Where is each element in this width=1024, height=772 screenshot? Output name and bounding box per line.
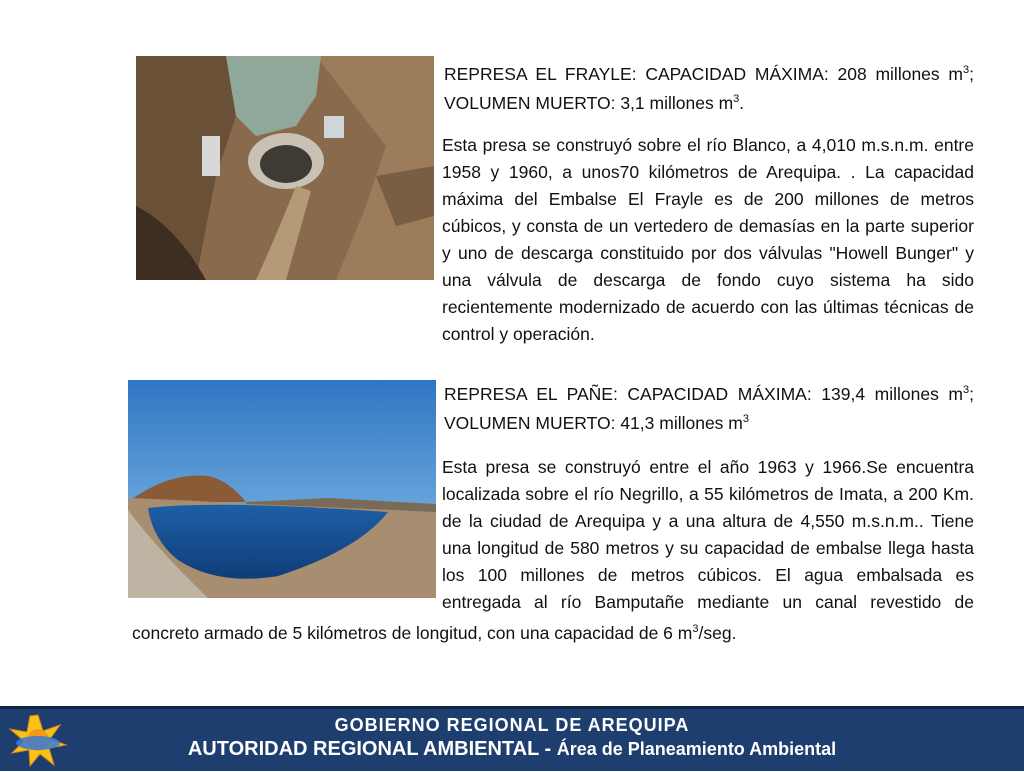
- footer-line2: AUTORIDAD REGIONAL AMBIENTAL - Área de Planeamiento Ambiental: [187, 738, 837, 760]
- el-frayle-heading: REPRESA EL FRAYLE: CAPACIDAD MÁXIMA: 208 millones $m^3$; VOLUMEN MUERTO: 3,1 millones $m^3$.: [444, 63, 974, 113]
- el-frayle-description: Esta presa se construyó sobre el río Blanco, a 4,010 m.s.n.m. entre 1958 y 1960, a unos70 kilómetros de Arequipa. . La capacidad máxima del Embalse El Frayle es de 200 millones de metros cúbicos, y consta de un vertedero de demasías en la parte superior y uno de descarga constituido por dos válvulas "Howell Bunger" y una válvula de descarga de fondo cuyo sistema ha sido recientemente modernizado de acuerdo con las últimas técnicas de control y operación.: [442, 135, 974, 344]
- footer-line1: GOBIERNO REGIONAL DE AREQUIPA: [334, 715, 690, 735]
- el-pane-description: Esta presa se construyó entre el año 1963 y 1966.Se encuentra localizada sobre el río Negrillo, a 55 kilómetros de Imata, a 200 Km. de la ciudad de Arequipa y a una altura de 4,550 m.s.n.m.. Tiene una longitud de 580 metros y su capacidad de embalse llega hasta los 100 millones de metros cúbicos. El agua embalsada es entregada al río Bamputañe mediante un canal revestido de concreto armado de 5 kilómetros de longitud, con una capacidad de 6 $m^3$/seg.: [132, 457, 974, 643]
- regional-government-logo: [6, 713, 70, 767]
- el-pane-heading: REPRESA EL PAÑE: CAPACIDAD MÁXIMA: 139,4 millones $m^3$; VOLUMEN MUERTO: 41,3 millones $m^3$: [444, 383, 974, 433]
- footer-banner: [0, 706, 1024, 771]
